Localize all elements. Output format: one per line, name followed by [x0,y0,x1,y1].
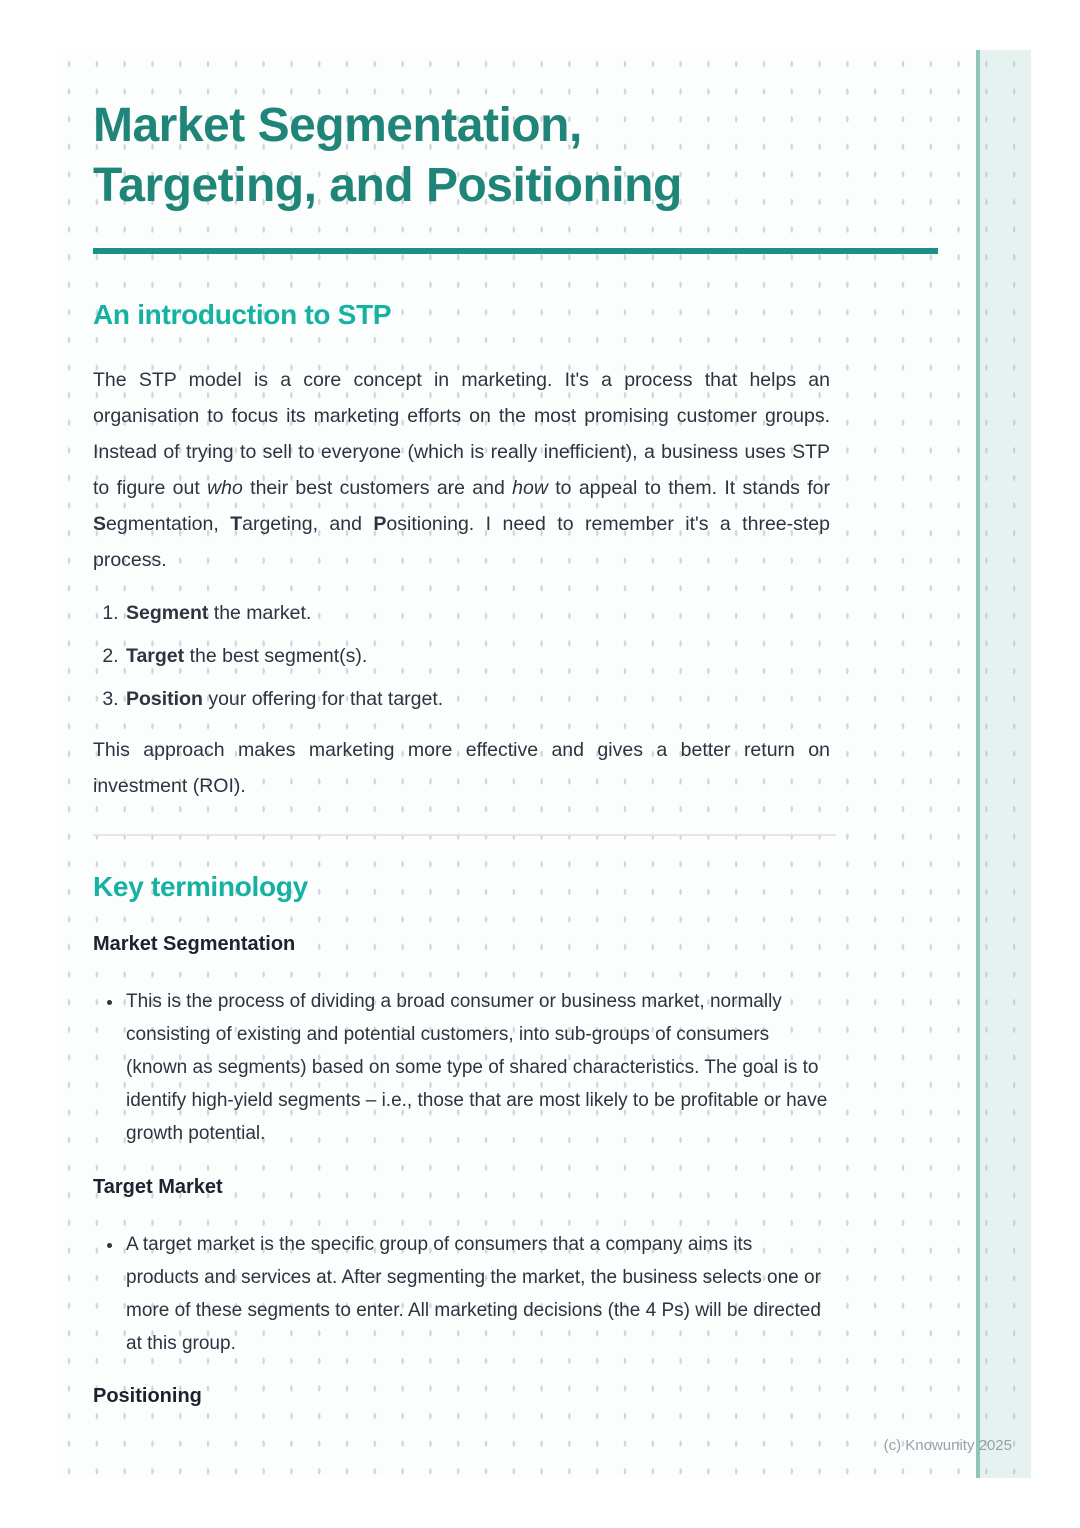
title-rule [93,248,938,254]
target-market-definition-list [93,1228,829,1360]
market-segmentation-definition-list [93,985,829,1150]
stp-step-position: 3. Position your offering for that target. [124,686,945,712]
margin-stripe [976,50,1031,1478]
term-heading-positioning: Positioning [93,1385,202,1407]
page-title-line-2: Targeting, and Positioning [93,159,682,212]
page-title [93,96,945,216]
intro-paragraph: The STP model is a core concept in marketing. It's a process that helps an organisation to focus its marketing efforts on the most promising customer groups. Instead of trying to sell to everyone (which is really inefficient), a business uses STP to figure out who their best customers are and how to appeal to them. It stands for Segmentation, Targeting, and Positioning. I need to remember it's a three-step process. [93,369,830,571]
term-heading-target-market: Target Market [93,1176,223,1198]
section-divider [93,834,836,836]
stp-steps-list [93,600,945,712]
page-title-line-1: Market Segmentation, [93,99,582,152]
roi-paragraph: This approach makes marketing more effective and gives a better return on investment (ROI). [93,739,830,797]
stp-step-target: 2. Target the best segment(s). [124,643,945,669]
term-heading-market-segmentation: Market Segmentation [93,933,296,955]
market-segmentation-definition: • This is the process of dividing a broad consumer or business market, normally consisting of existing and potential customers, into sub-groups of consumers (known as segments) based on some type of shared characteristics. The goal is to identify high-yield segments – i.e., those that are most likely to be profitable or have growth potential. [124,985,829,1150]
page-content [93,50,945,1409]
notes-page [55,50,1031,1478]
section-heading-terminology: Key terminology [93,871,308,902]
section-heading-intro: An introduction to STP [93,299,392,330]
stp-step-segment: 1. Segment the market. [124,600,945,626]
copyright-footer: (c) Knowunity 2025 [883,1437,1012,1454]
target-market-definition: • A target market is the specific group of consumers that a company aims its products and services at. After segmenting the market, the business selects one or more of these segments to enter. All marketing decisions (the 4 Ps) will be directed at this group. [124,1228,829,1360]
